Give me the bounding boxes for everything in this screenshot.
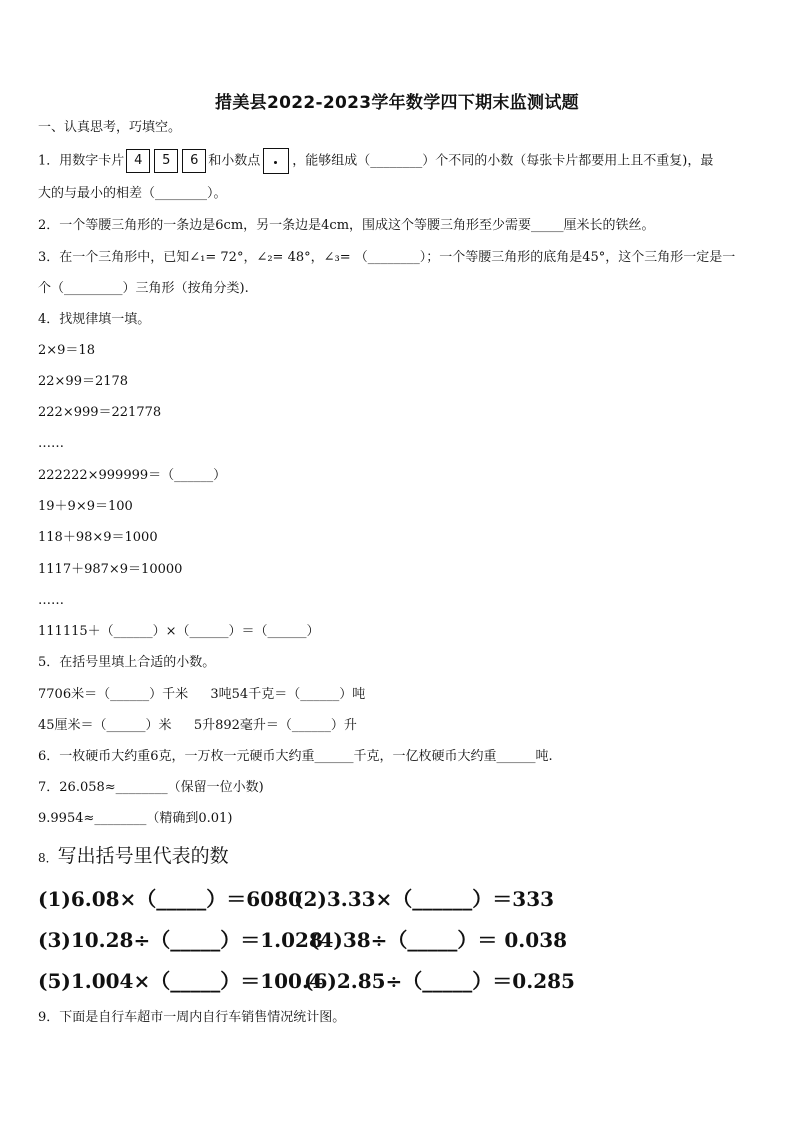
- q5-item: 7706米＝（______）千米: [38, 687, 189, 702]
- q4-line: 2×9＝18: [38, 343, 95, 358]
- digit-card: 5: [154, 149, 178, 173]
- q4-line: ……: [38, 593, 64, 608]
- q8-row-1: [38, 886, 554, 912]
- decimal-point-icon: [274, 161, 277, 164]
- q8-number: 8．: [38, 851, 58, 865]
- question-5-heading: 5．在括号里填上合适的小数。: [38, 655, 216, 670]
- question-3-line-1: 3．在一个三角形中，已知∠₁= 72°，∠₂= 48°，∠₃= （________）；一个等腰三角形的底角是45°，这个三角形一定是一: [38, 250, 736, 265]
- question-9: 9．下面是自行车超市一周内自行车销售情况统计图。: [38, 1010, 346, 1025]
- question-2: 2．一个等腰三角形的一条边是6cm，另一条边是4cm，围成这个等腰三角形至少需要_____厘米长的铁丝。: [38, 218, 655, 233]
- q5-item: 5升892毫升＝（______）升: [193, 718, 357, 733]
- q4-line: 111115＋（______）×（______）＝（______）: [38, 624, 320, 639]
- page-title: 措美县2022-2023学年数学四下期末监测试题: [215, 93, 579, 113]
- q5-row-1: [38, 685, 365, 705]
- q8-title: 写出括号里代表的数: [57, 845, 229, 867]
- q4-line: 222×999＝221778: [38, 405, 162, 420]
- question-8-heading: [38, 843, 229, 871]
- question-1-line-1: [38, 148, 713, 174]
- q5-item: 45厘米＝（______）米: [38, 718, 172, 733]
- q8-row-2: [38, 927, 567, 953]
- q4-line: 19＋9×9＝100: [38, 499, 133, 514]
- q8-item: (5)1.004×（_____）＝100.4: [38, 969, 323, 993]
- q8-item: (3)10.28÷（_____）＝1.028: [38, 928, 323, 952]
- q4-line: 118＋98×9＝1000: [38, 530, 158, 545]
- q5-row-2: [38, 716, 357, 736]
- decimal-point-card: [263, 148, 289, 174]
- question-1-line-2: 大的与最小的相差（________）。: [38, 186, 227, 201]
- digit-card: 6: [182, 149, 206, 173]
- q8-item: (6)2.85÷（_____）＝0.285: [304, 969, 575, 993]
- q1-suffix: ，能够组成（________）个不同的小数（每张卡片都要用上且不重复)，最: [292, 153, 714, 169]
- q8-item: (4)38÷（_____）＝ 0.038: [310, 928, 568, 952]
- q1-prefix: 1．用数字卡片: [38, 153, 125, 169]
- question-3-line-2: 个（_________）三角形（按角分类).: [38, 281, 249, 296]
- question-6: 6．一枚硬币大约重6克，一万枚一元硬币大约重______千克，一亿枚硬币大约重______吨.: [38, 749, 553, 764]
- digit-card: 4: [126, 149, 150, 173]
- q4-line: 1117＋987×9＝10000: [38, 562, 183, 577]
- question-7-line-1: 7．26.058≈________（保留一位小数): [38, 780, 264, 795]
- question-7-line-2: 9.9954≈________（精确到0.01): [38, 811, 233, 826]
- section-heading: 一、认真思考，巧填空。: [38, 120, 182, 135]
- q4-line: 222222×999999＝（______）: [38, 468, 227, 483]
- q8-row-3: [38, 968, 575, 994]
- q5-item: 3吨54千克＝（______）吨: [210, 687, 366, 702]
- q1-middle: 和小数点: [208, 153, 261, 169]
- q8-item: (2)3.33×（______）＝333: [294, 887, 555, 911]
- q4-line: 22×99＝2178: [38, 374, 129, 389]
- q4-line: ……: [38, 436, 64, 451]
- question-4-heading: 4．找规律填一填。: [38, 312, 151, 327]
- q8-item: (1)6.08×（_____）＝6080: [38, 887, 302, 911]
